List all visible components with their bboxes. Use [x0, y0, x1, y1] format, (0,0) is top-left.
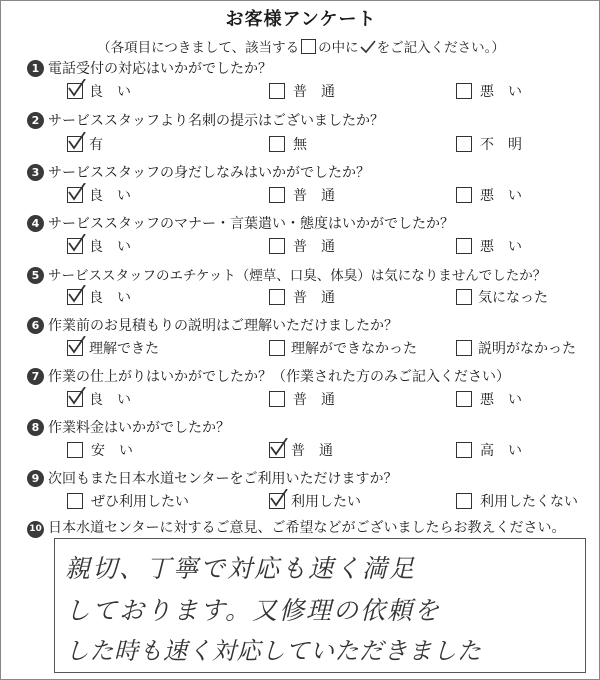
option-q8-cheap[interactable] [67, 440, 177, 458]
option-label: 理解できた [89, 341, 159, 357]
question-number-badge: 10 [27, 521, 44, 538]
question-text: 作業前のお見積もりの説明はご理解いただけましたか？ [48, 318, 398, 334]
option-label: 普 通 [293, 239, 335, 255]
option-label: 悪 い [480, 84, 522, 100]
question-text: 作業の仕上がりはいかがでしたか？（作業された方のみご記入ください） [48, 369, 510, 385]
option-q5-average[interactable] [269, 287, 369, 305]
question-number-badge: 7 [27, 368, 44, 385]
question-number-badge: 8 [27, 419, 44, 436]
option-label: 悪 い [480, 392, 522, 408]
question-4 [27, 213, 454, 233]
checkbox[interactable] [269, 136, 285, 152]
question-9 [27, 468, 397, 488]
checkbox[interactable] [456, 83, 472, 99]
option-label: 安 い [91, 443, 133, 459]
checkmark-icon [66, 79, 86, 99]
checkbox[interactable] [67, 391, 83, 407]
checkbox[interactable] [456, 238, 472, 254]
option-label: 理解ができなかった [291, 341, 417, 357]
checkbox[interactable] [269, 238, 285, 254]
checkbox[interactable] [456, 391, 472, 407]
question-number-badge: 9 [27, 470, 44, 487]
option-label: 不 明 [480, 137, 522, 153]
checkmark-icon [268, 489, 288, 509]
checkbox[interactable] [67, 187, 83, 203]
option-q4-bad[interactable] [456, 236, 576, 254]
option-label: 良 い [89, 290, 131, 306]
checkmark-icon [66, 234, 86, 254]
option-label: 普 通 [293, 290, 335, 306]
checkmark-icon [66, 387, 86, 407]
option-q3-bad[interactable] [456, 185, 576, 203]
option-q1-average[interactable] [269, 81, 369, 99]
instructions-text-after: をご記入ください。） [376, 40, 505, 56]
option-label: ぜひ利用したい [91, 494, 189, 510]
comment-box[interactable] [54, 538, 586, 673]
checkmark-icon [66, 336, 86, 356]
question-7 [27, 366, 510, 386]
checkbox[interactable] [67, 442, 83, 458]
checkbox[interactable] [67, 136, 83, 152]
option-label: 気になった [478, 290, 548, 306]
option-q8-expensive[interactable] [456, 440, 576, 458]
option-label: 悪 い [480, 239, 522, 255]
option-q4-average[interactable] [269, 236, 369, 254]
question-text: サービススタッフの身だしなみはいかがでしたか？ [48, 165, 370, 181]
checkbox[interactable] [67, 493, 83, 509]
option-q6-no-explanation[interactable] [456, 338, 591, 356]
option-label: 無 [293, 137, 307, 153]
checkbox[interactable] [269, 289, 285, 305]
checkbox[interactable] [456, 340, 472, 356]
question-text: 日本水道センターに対するご意見、ご希望などがございましたらお教えください。 [48, 520, 566, 536]
checkbox[interactable] [456, 136, 472, 152]
question-number-badge: 1 [27, 60, 44, 77]
option-q5-good[interactable] [67, 287, 177, 305]
option-q2-unknown[interactable] [456, 134, 576, 152]
handwritten-comment-line: した時も速く対応していただきました [65, 637, 482, 665]
option-label: 普 通 [293, 84, 335, 100]
question-text: サービススタッフのエチケット（煙草、口臭、体臭）は気になりませんでしたか？ [48, 268, 547, 284]
checkmark-icon [66, 285, 86, 305]
option-q3-good[interactable] [67, 185, 177, 203]
checkbox[interactable] [269, 187, 285, 203]
option-label: 高 い [480, 443, 522, 459]
option-q8-average[interactable] [269, 440, 369, 458]
checkmark-icon [268, 438, 288, 458]
checkbox[interactable] [456, 442, 472, 458]
option-q6-understood[interactable] [67, 338, 197, 356]
option-label: 良 い [89, 188, 131, 204]
question-10 [27, 517, 565, 538]
question-text: 電話受付の対応はいかがでしたか？ [48, 61, 272, 77]
option-q3-average[interactable] [269, 185, 369, 203]
handwritten-comment-line: 親切、丁寧で対応も速く満足 [65, 554, 417, 583]
option-q6-not-understood[interactable] [269, 338, 439, 356]
question-3 [27, 162, 370, 182]
option-q5-bothered[interactable] [456, 287, 586, 305]
checkbox[interactable] [456, 493, 472, 509]
option-label: 利用したくない [480, 494, 578, 510]
sample-checkbox-icon [301, 39, 316, 54]
handwritten-comment-line: しております。又修理の依頼を [65, 596, 442, 625]
question-number-badge: 5 [27, 267, 44, 284]
option-q9-yes[interactable] [269, 491, 399, 509]
option-q9-no[interactable] [456, 491, 591, 509]
question-number-badge: 3 [27, 164, 44, 181]
checkbox[interactable] [269, 493, 285, 509]
option-label: 良 い [89, 239, 131, 255]
option-label: 良 い [89, 392, 131, 408]
question-5 [27, 264, 546, 284]
checkbox[interactable] [456, 289, 472, 305]
form-instructions [1, 36, 600, 56]
question-text: 作業料金はいかがでしたか？ [48, 420, 230, 436]
option-q4-good[interactable] [67, 236, 177, 254]
checkmark-icon [359, 40, 377, 54]
option-label: 利用したい [291, 494, 361, 510]
checkbox[interactable] [67, 238, 83, 254]
option-q7-average[interactable] [269, 389, 369, 407]
option-label: 悪 い [480, 188, 522, 204]
instructions-text-before: （各項目につきまして、該当する [97, 40, 300, 56]
checkbox[interactable] [67, 289, 83, 305]
checkbox[interactable] [269, 442, 285, 458]
option-q2-no[interactable] [269, 134, 369, 152]
checkbox[interactable] [67, 340, 83, 356]
checkmark-icon [66, 132, 86, 152]
instructions-text-middle: の中に [318, 40, 359, 56]
question-text: サービススタッフより名刺の提示はございましたか？ [48, 113, 384, 129]
option-label: 普 通 [293, 392, 335, 408]
question-text: サービススタッフのマナー・言葉遣い・態度はいかがでしたか？ [48, 216, 454, 232]
checkbox[interactable] [269, 83, 285, 99]
question-2 [27, 110, 384, 130]
option-q9-definitely[interactable] [67, 491, 207, 509]
option-q1-good[interactable] [67, 81, 177, 99]
option-label: 良 い [89, 84, 131, 100]
question-6 [27, 315, 398, 335]
question-1 [27, 58, 272, 78]
checkmark-icon [66, 183, 86, 203]
form-title: お客様アンケート [225, 9, 377, 30]
checkbox[interactable] [67, 83, 83, 99]
option-label: 有 [89, 137, 103, 153]
option-label: 普 通 [291, 443, 333, 459]
option-label: 普 通 [293, 188, 335, 204]
option-q2-yes[interactable] [67, 134, 177, 152]
checkbox[interactable] [269, 340, 285, 356]
checkbox[interactable] [456, 187, 472, 203]
question-8 [27, 417, 230, 437]
option-q1-bad[interactable] [456, 81, 576, 99]
option-label: 説明がなかった [478, 341, 576, 357]
checkbox[interactable] [269, 391, 285, 407]
question-number-badge: 4 [27, 215, 44, 232]
question-number-badge: 2 [27, 112, 44, 129]
question-text: 次回もまた日本水道センターをご利用いただけますか？ [48, 471, 398, 487]
option-q7-good[interactable] [67, 389, 177, 407]
question-number-badge: 6 [27, 317, 44, 334]
option-q7-bad[interactable] [456, 389, 576, 407]
